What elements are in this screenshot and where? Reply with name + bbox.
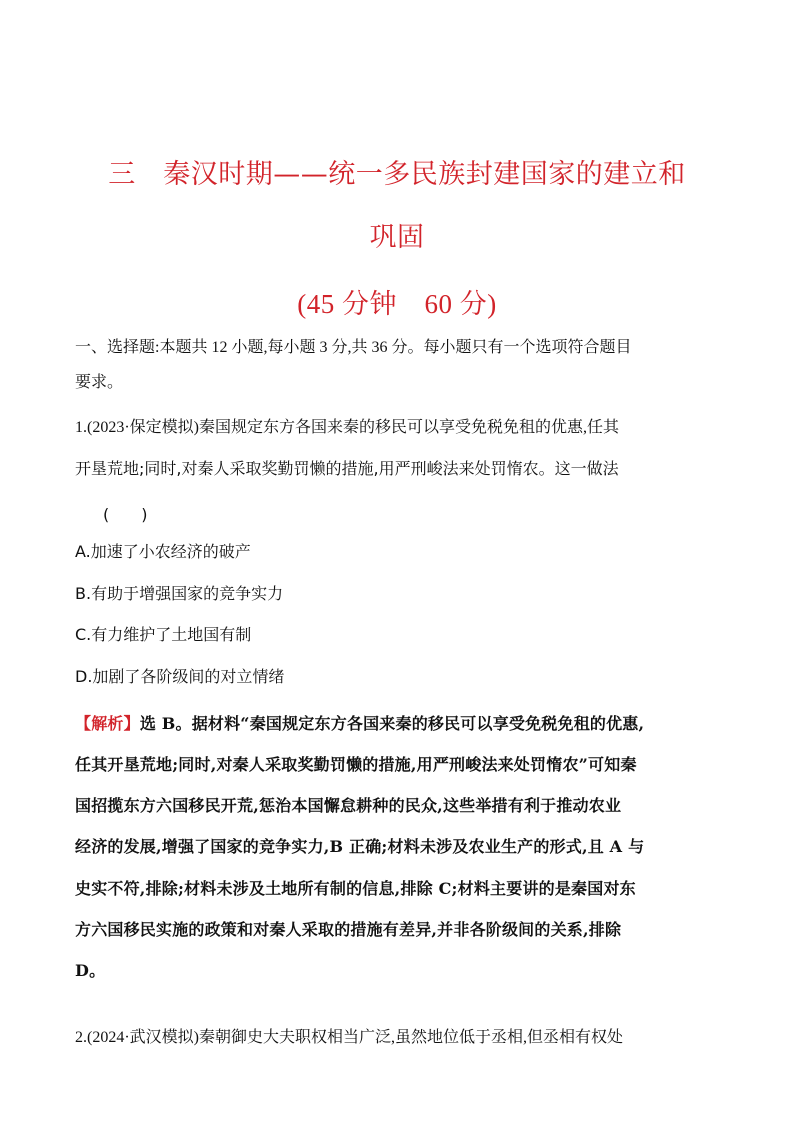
analysis-text-line1: 选 B。据材料“秦国规定东方各国来秦的移民可以享受免税免租的优惠,: [139, 714, 645, 733]
question-1-analysis-line3: 国招揽东方六国移民开荒,惩治本国懈怠耕种的民众,这些举措有利于推动农业: [75, 796, 622, 815]
question-2-stem-line1: 2.(2024·武汉模拟)秦朝御史大夫职权相当广泛,虽然地位低于丞相,但丞相有权处: [75, 1029, 623, 1046]
question-1-analysis-line1: [75, 711, 644, 734]
question-1-stem-line1: 1.(2023·保定模拟)秦国规定东方各国来秦的移民可以享受免税免租的优惠,任其: [75, 419, 619, 436]
question-1-answer-bracket: ( ): [103, 505, 148, 524]
question-1-analysis-line2: 任其开垦荒地;同时,对秦人采取奖勤罚懒的措施,用严刑峻法来处罚惰农”可知秦: [75, 755, 637, 774]
question-1-analysis-line5: 史实不符,排除;材料未涉及土地所有制的信息,排除 C;材料主要讲的是秦国对东: [75, 879, 636, 898]
question-1-option-d: D.加剧了各阶级间的对立情绪: [75, 667, 285, 686]
question-1-option-a: A.加速了小农经济的破产: [75, 542, 251, 561]
question-1-option-b: B.有助于增强国家的竞争实力: [75, 584, 284, 603]
chapter-title-line2: 巩固: [369, 222, 425, 253]
chapter-subtitle-time-score: (45 分钟 60 分): [297, 289, 497, 319]
chapter-title-line1: 三 秦汉时期——统一多民族封建国家的建立和: [108, 159, 686, 190]
question-1-stem-line2: 开垦荒地;同时,对秦人采取奖勤罚懒的措施,用严刑峻法来处罚惰农。这一做法: [75, 459, 619, 478]
section-instruction-line1: 一、选择题:本题共 12 小题,每小题 3 分,共 36 分。每小题只有一个选项符合题目: [75, 339, 632, 356]
question-1-analysis-line7: D。: [75, 961, 106, 980]
section-instruction-line2: 要求。: [75, 372, 124, 391]
analysis-tag: 【解析】: [75, 714, 140, 733]
question-1-analysis-line4: 经济的发展,增强了国家的竞争实力,B 正确;材料未涉及农业生产的形式,且 A 与: [75, 837, 645, 856]
question-1-analysis-line6: 方六国移民实施的政策和对秦人采取的措施有差异,并非各阶级间的关系,排除: [75, 920, 622, 939]
question-1-option-c: C.有力维护了土地国有制: [75, 625, 252, 644]
